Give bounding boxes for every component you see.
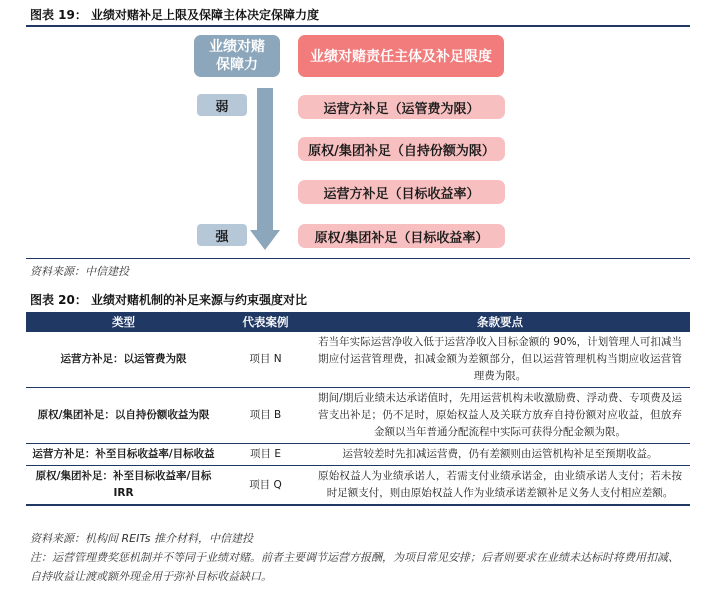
figure-20-note: 注：运营管理费奖惩机制并不等同于业绩对赌。前者主要调节运营方报酬，为项目常见安排；后者则要求在业绩未达标时将费用扣减、自持收益让渡或额外现金用于弥补目标收益缺口。 [30,551,679,583]
item-sponsor-holding-cap: 原权/集团补足（自持份额为限） [298,137,505,161]
row-case: 项目 Q [221,466,310,506]
table-row [26,444,690,466]
row-clause: 运营较差时先扣减运营费，仍有差额则由运管机构补足至预期收益。 [310,444,690,466]
item-operator-target-return: 运营方补足（目标收益率） [298,180,505,204]
table-header-row [26,312,690,332]
row-type: 运营方补足：以运管费为限 [26,332,221,388]
comparison-table [26,312,690,506]
column-header-type: 类型 [26,312,221,332]
row-clause: 期间/期后业绩未达承诺值时，先用运营机构未收激励费、浮动费、专项费及运营支出补足；仍不足时，原始权益人及关联方放弃自持份额对应收益，但放弃金额以当年普通分配流程中实际可获得分配金额为限。 [310,388,690,444]
responsibility-header: 业绩对赌责任主体及补足限度 [298,35,504,77]
row-case: 项目 N [221,332,310,388]
figure-19-bottom-rule [26,258,690,259]
item-operator-fee-cap: 运营方补足（运管费为限） [298,95,505,119]
row-clause: 原始权益人为业绩承诺人，若需支付业绩承诺金，由业绩承诺人支付；若未按时足额支付，则由原始权益人作为业绩承诺差额补足义务人支付相应差额。 [310,466,690,506]
strength-arrow [248,88,282,254]
strong-label: 强 [197,224,247,246]
row-clause: 若当年实际运营净收入低于运营净收入目标金额的 90%，计划管理人可扣减当期应付运营管理费，扣减金额为差额部分，但以运营管理机构当期应收运营管理费为限。 [310,332,690,388]
arrow-head [250,230,280,250]
figure-20-source: 资料来源：机构间 REITs 推介材料，中信建投 [30,532,253,545]
item-sponsor-target-return: 原权/集团补足（目标收益率） [298,224,505,248]
figure-20-title: 图表 20： 业绩对赌机制的补足来源与约束强度对比 [30,293,308,307]
arrow-shaft [257,88,273,230]
table-row [26,332,690,388]
row-case: 项目 B [221,388,310,444]
column-header-clause: 条款要点 [310,312,690,332]
figure-19-title-rule [26,25,690,27]
table-row [26,388,690,444]
row-type: 原权/集团补足：以自持份额收益为限 [26,388,221,444]
row-case: 项目 E [221,444,310,466]
guarantee-strength-header: 业绩对赌 保障力 [194,35,280,77]
column-header-case: 代表案例 [221,312,310,332]
figure-19-title: 图表 19： 业绩对赌补足上限及保障主体决定保障力度 [30,8,320,22]
weak-label: 弱 [197,94,247,116]
table-row [26,466,690,506]
row-type: 运营方补足：补至目标收益率/目标收益 [26,444,221,466]
figure-19-source: 资料来源：中信建投 [30,265,129,278]
row-type: 原权/集团补足：补至目标收益率/目标 IRR [26,466,221,506]
